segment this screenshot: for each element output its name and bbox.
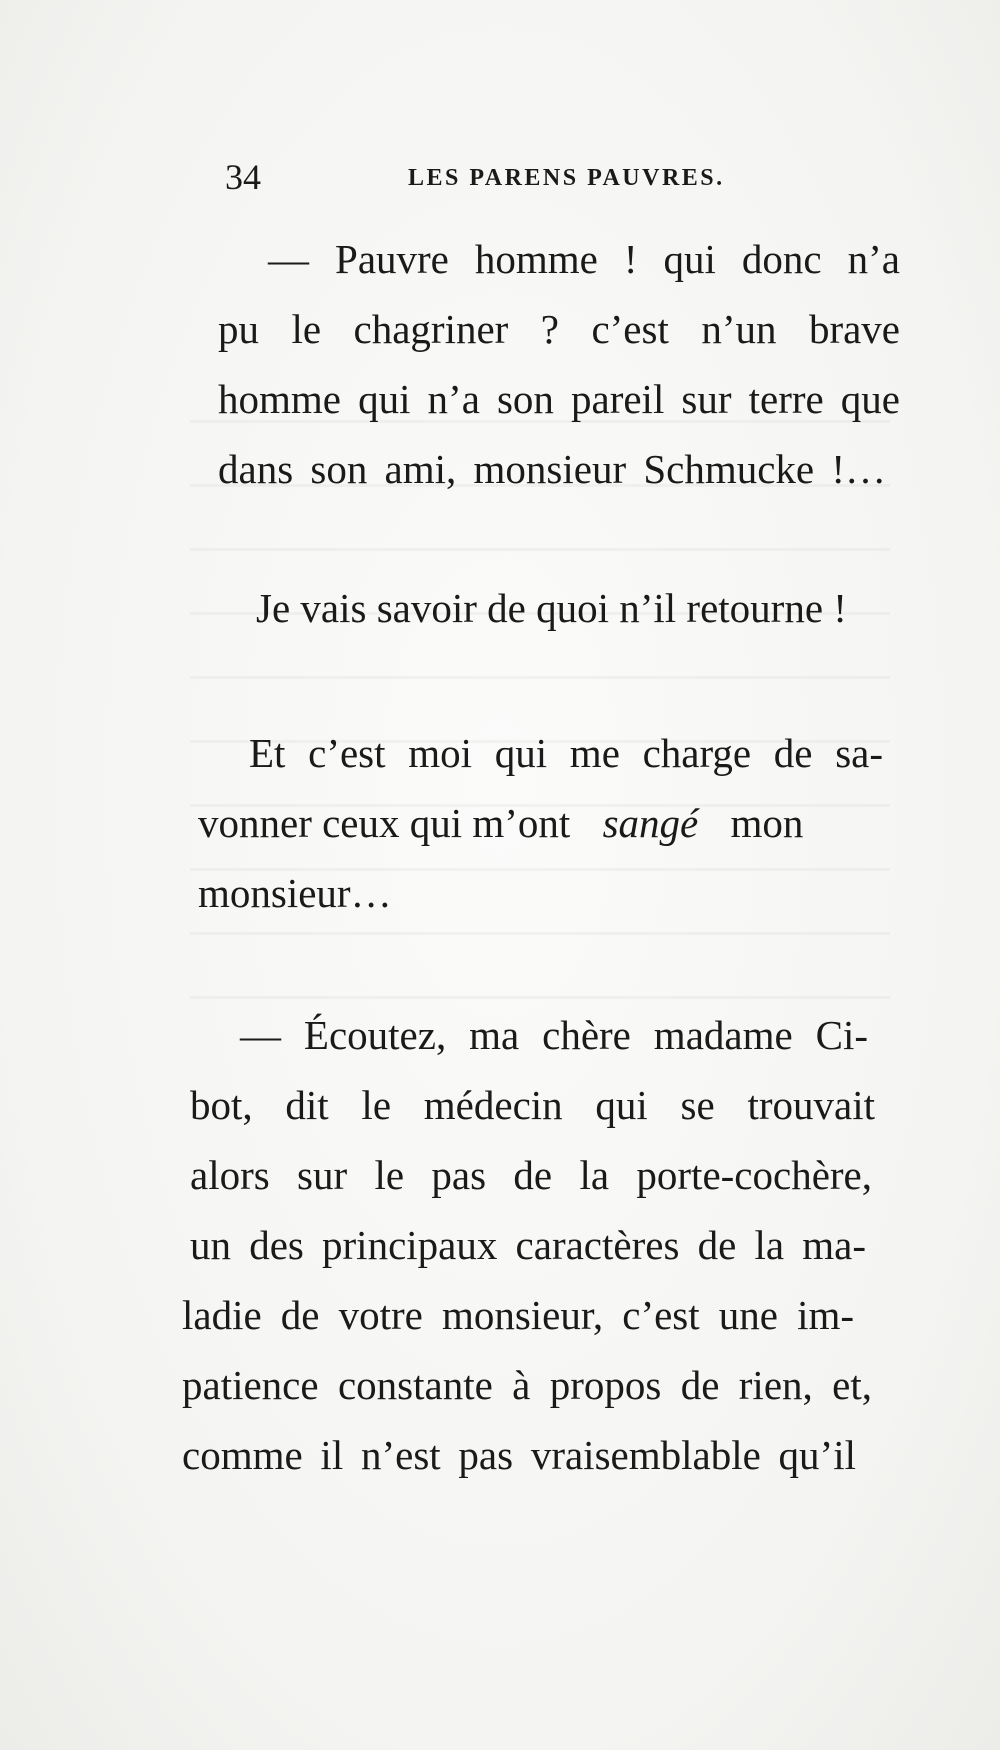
text-line: un des principaux caractères de la ma- <box>190 1222 866 1268</box>
text-segment: mon <box>730 800 804 846</box>
text-line: Je vais savoir de quoi n’il retourne ! <box>256 585 847 631</box>
show-through-texture <box>190 420 890 1020</box>
running-head: LES PARENS PAUVRES. <box>408 165 725 191</box>
italic-word: sangé <box>602 800 699 846</box>
text-segment: vonner ceux qui m’ont <box>198 800 571 846</box>
text-line: homme qui n’a son pareil sur terre que <box>218 376 900 422</box>
text-line: alors sur le pas de la porte-cochère, <box>190 1152 872 1198</box>
text-line: monsieur… <box>198 870 392 916</box>
text-line: comme il n’est pas vraisemblable qu’il <box>182 1432 856 1478</box>
text-line: bot, dit le médecin qui se trouvait <box>190 1082 875 1128</box>
text-line: ladie de votre monsieur, c’est une im- <box>182 1292 854 1338</box>
text-line: Et c’est moi qui me charge de sa- <box>249 730 883 776</box>
text-line <box>198 793 898 853</box>
text-line: pu le chagriner ? c’est n’un brave <box>218 306 900 352</box>
page-number: 34 <box>225 157 261 197</box>
text-line: — Pauvre homme ! qui donc n’a <box>268 236 900 282</box>
page-header <box>225 157 745 197</box>
text-line: dans son ami, monsieur Schmucke !… <box>218 446 886 492</box>
text-line: — Écoutez, ma chère madame Ci- <box>240 1012 868 1058</box>
text-line: patience constante à propos de rien, et, <box>182 1362 872 1408</box>
